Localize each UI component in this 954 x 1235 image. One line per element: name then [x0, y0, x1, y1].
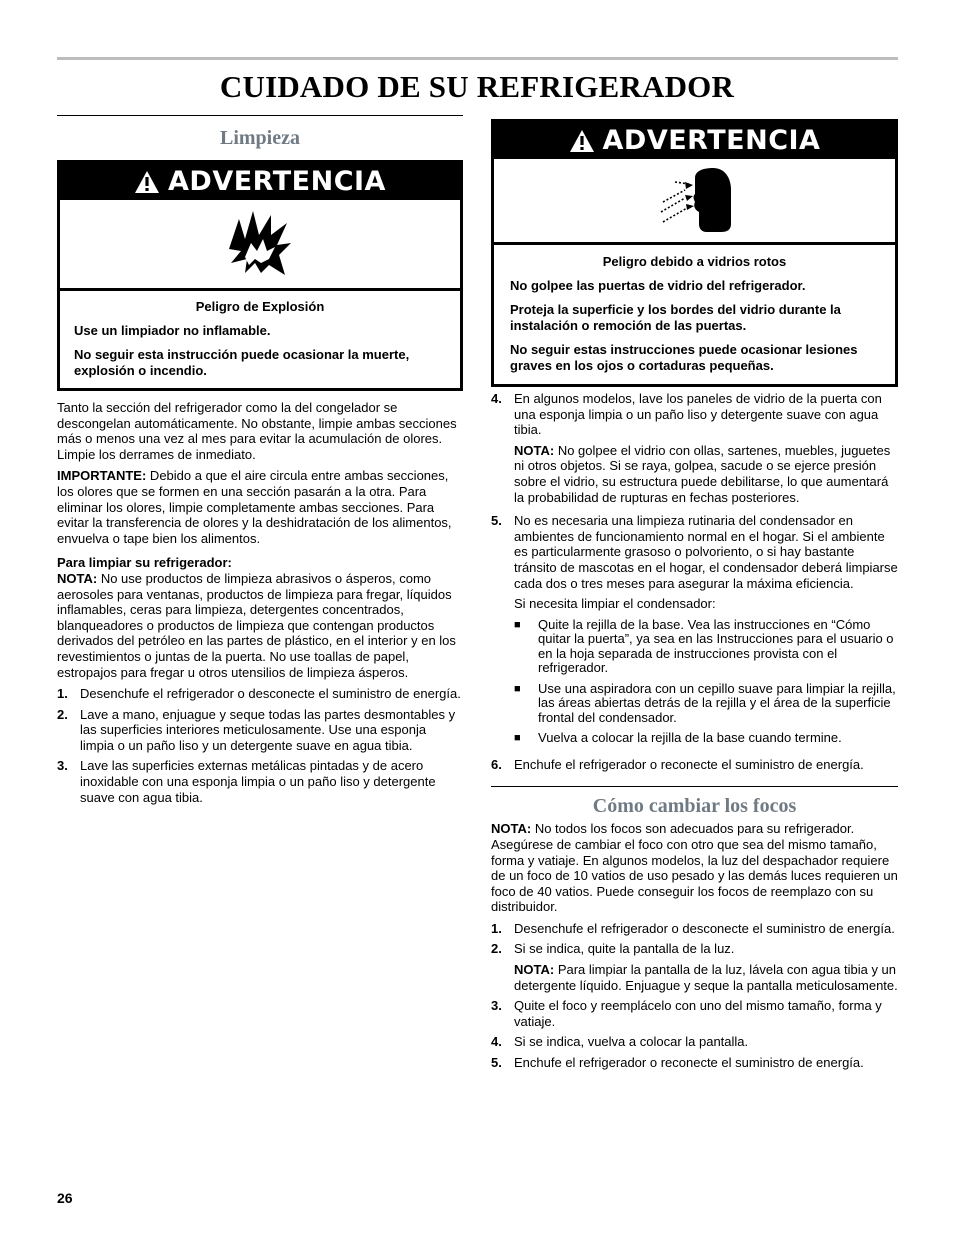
step-text: Lave las superficies externas metálicas pintadas y de acero inoxidable con una esponja limpia o un paño liso y detergente suave con agua tibia.	[80, 758, 436, 805]
important-label: IMPORTANTE:	[57, 468, 147, 484]
warning-line: No seguir esta instrucción puede ocasionar la muerte, explosión o incendio.	[74, 347, 410, 378]
warning-line: Use un limpiador no inflamable.	[74, 323, 271, 338]
step-number: 5.	[491, 1055, 502, 1071]
right-column	[491, 119, 898, 1076]
cleaning-steps-continued	[491, 391, 898, 772]
glass-to-face-icon	[494, 159, 895, 245]
list-item	[491, 391, 898, 505]
section-title-focos: Cómo cambiar los focos	[592, 795, 797, 818]
note-text: Para limpiar la pantalla de la luz, lávela con agua tibia y un detergente líquido. Enjuague y seque la pantalla meticulosamente.	[514, 962, 898, 993]
warning-hazard: Peligro de Explosión	[195, 299, 325, 314]
list-item	[514, 682, 898, 726]
step-note	[514, 962, 898, 993]
step-text: No es necesaria una limpieza rutinaria del condensador en ambientes de funcionamiento normal en el hogar. Si el ambiente es particularmente grasoso o polvoriento, o si hay bastante tránsito de mascotas en el hogar, el condensador deberá limpiarse cada dos o tres meses para asegurar la máxima eficiencia.	[514, 513, 898, 591]
step-text: Desenchufe el refrigerador o desconecte el suministro de energía.	[80, 686, 461, 702]
step-number: 4.	[491, 1034, 502, 1050]
note-paragraph	[57, 571, 463, 680]
bullet-text: Use una aspiradora con un cepillo suave para limpiar la rejilla, las áreas abiertas detrás de la rejilla y el área de la superficie frontal del condensador.	[538, 680, 896, 725]
step-text: En algunos modelos, lave los paneles de vidrio de la puerta con una esponja limpia o un paño liso y detergente suave con agua tibia.	[514, 391, 882, 438]
warning-line: No golpee las puertas de vidrio del refrigerador.	[510, 278, 806, 293]
explosion-icon	[60, 200, 460, 291]
step-text: Si se indica, quite la pantalla de la luz.	[514, 941, 735, 957]
step-number: 2.	[57, 706, 68, 722]
list-item	[491, 513, 898, 752]
list-item	[514, 731, 898, 746]
section-rule	[491, 786, 898, 787]
warning-title: ADVERTENCIA	[602, 124, 821, 156]
list-item	[491, 941, 898, 993]
note-text: No todos los focos son adecuados para su refrigerador. Asegúrese de cambiar el foco con otro que sea del mismo tamaño, forma y vatiaje. En algunos modelos, la luz del despachador requiere de un foco de 10 vatios de uso pesado y las demás luces requieren un foco de 40 vatios. Puede conseguir los focos de reemplazo con su distribuidor.	[491, 821, 898, 915]
bullet-square-icon: ■	[514, 682, 521, 695]
list-item	[491, 1055, 898, 1071]
list-item	[57, 686, 463, 702]
list-item	[57, 707, 463, 754]
step-note	[514, 443, 898, 505]
warning-triangle-icon	[569, 129, 595, 153]
intro-paragraph: Tanto la sección del refrigerador como la del congelador se descongelan automáticamente. No obstante, limpie ambas secciones más o menos una vez al mes para evitar la acumulación de olores. Limpie los derrames de inmediato.	[57, 400, 457, 462]
note-label: NOTA:	[491, 821, 532, 837]
bulb-steps	[491, 921, 898, 1071]
bullet-text: Vuelva a colocar la rejilla de la base cuando termine.	[538, 730, 842, 746]
bullet-square-icon: ■	[514, 732, 521, 745]
left-column	[57, 115, 463, 810]
note-label: NOTA:	[514, 962, 555, 978]
bulbs-note	[491, 821, 898, 915]
warning-line: No seguir estas instrucciones puede ocasionar lesiones graves en los ojos o cortaduras pequeñas.	[510, 342, 858, 373]
warning-box-glass	[491, 119, 898, 387]
step-number: 1.	[491, 920, 502, 936]
warning-header	[494, 122, 895, 159]
step-number: 5.	[491, 513, 502, 529]
cleaning-subhead: Para limpiar su refrigerador:	[57, 555, 232, 571]
step-text: Quite el foco y reemplácelo con uno del mismo tamaño, forma y vatiaje.	[514, 998, 882, 1029]
warning-hazard: Peligro debido a vidrios rotos	[602, 254, 787, 269]
step-number: 6.	[491, 756, 502, 772]
step-text: Enchufe el refrigerador o reconecte el suministro de energía.	[514, 1055, 864, 1071]
warning-box-explosion	[57, 160, 463, 391]
section-rule	[57, 115, 463, 116]
warning-body	[494, 245, 895, 384]
warning-header	[60, 163, 460, 200]
step-text: Si se indica, vuelva a colocar la pantalla.	[514, 1034, 749, 1050]
step-text: Lave a mano, enjuague y seque todas las partes desmontables y las superficies interiores meticulosamente. Use una esponja limpia o un paño liso y un detergente suave en agua tibia.	[80, 706, 456, 753]
list-item	[491, 998, 898, 1029]
section-title-limpieza: Limpieza	[220, 127, 300, 149]
list-item	[491, 1034, 898, 1050]
step-number: 3.	[57, 758, 68, 774]
page-title: CUIDADO DE SU REFRIGERADOR	[219, 69, 735, 104]
step-text: Enchufe el refrigerador o reconecte el suministro de energía.	[514, 756, 864, 772]
important-paragraph	[57, 468, 463, 546]
step-subtext: Si necesita limpiar el condensador:	[514, 596, 716, 612]
note-text: No golpee el vidrio con ollas, sartenes, muebles, juguetes ni otros objetos. Si se raya, golpea, sacude o se ejerce presión sobre el vidrio, su estructura puede debilitarse, lo que aumentará la probabilidad de rupturas en fechas posteriores.	[514, 442, 891, 505]
step-number: 1.	[57, 686, 68, 702]
warning-body	[60, 291, 460, 388]
list-item	[514, 618, 898, 676]
cleaning-steps	[57, 686, 463, 805]
bullet-text: Quite la rejilla de la base. Vea las instrucciones en “Cómo quitar la puerta”, ya sea en las Instrucciones para el usuario o en la hoja separada de instrucciones provista con el refrigerador.	[538, 616, 894, 676]
bullet-square-icon: ■	[514, 618, 521, 631]
step-number: 3.	[491, 998, 502, 1014]
list-item	[491, 757, 898, 773]
top-rule	[57, 57, 898, 60]
step-number: 4.	[491, 391, 502, 406]
list-item	[491, 921, 898, 937]
step-text: Desenchufe el refrigerador o desconecte el suministro de energía.	[514, 920, 895, 936]
list-item	[57, 758, 463, 805]
warning-title: ADVERTENCIA	[168, 165, 386, 197]
step-number: 2.	[491, 941, 502, 957]
warning-line: Proteja la superficie y los bordes del vidrio durante la instalación o remoción de las puertas.	[510, 302, 841, 333]
note-label: NOTA:	[514, 442, 555, 458]
warning-triangle-icon	[134, 170, 160, 194]
note-text: No use productos de limpieza abrasivos o ásperos, como aerosoles para ventanas, productos de limpieza para fregar, líquidos inflamables, ceras para limpieza, detergentes concentrados, blanqueadores o productos de limpieza que contengan productos derivados del petróleo en las partes de plástico, en el interior y en los revestimientos o juntas de la puerta. No use toallas de papel, estropajos para fregar u otros utensilios de limpieza ásperos.	[57, 570, 456, 680]
note-label: NOTA:	[57, 570, 98, 586]
important-text: Debido a que el aire circula entre ambas secciones, los olores que se formen en una sección pasarán a la otra. Para eliminar los olores, limpie completamente ambas secciones. Para evitar la transferencia de olores y la deshidratación de los alimentos, envuelva o tape bien los alimentos.	[57, 468, 452, 546]
page-number: 26	[57, 1190, 73, 1206]
condenser-bullets	[514, 618, 898, 746]
